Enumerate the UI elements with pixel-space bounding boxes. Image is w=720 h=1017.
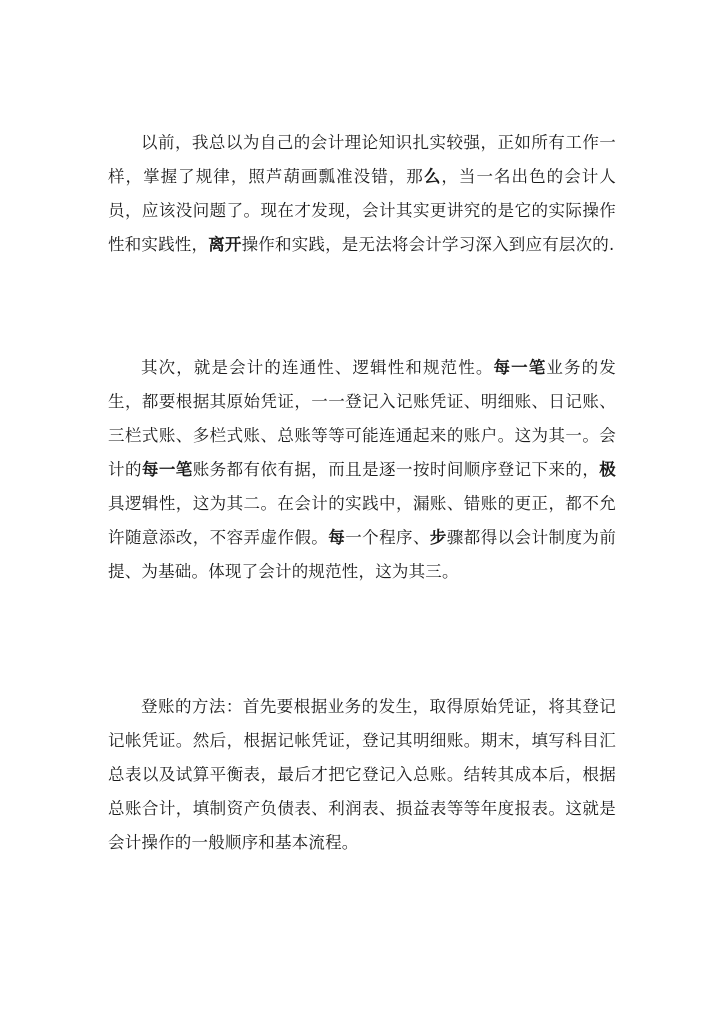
bold-text-segment: 么: [423, 167, 442, 186]
bold-text-segment: 极: [599, 460, 616, 479]
text-segment: 账务都有依有据，而且是逐一按时间顺序登记下来的，: [192, 460, 600, 479]
text-segment: 以前，我总以为自己的会计理论知识扎实较强，正如所有工作一样，掌握了规律，照芦葫画瓢准没错，那: [108, 133, 616, 186]
paragraph-1: [108, 126, 616, 262]
text-segment: 具逻辑性，这为其二。在会计的实践中，漏账、错账的更正，都不允许随意添改，不容弄虚作假。: [108, 494, 616, 547]
text-segment: 操作和实践，是无法将会计学习深入到应有层次的.: [241, 235, 615, 254]
paragraph-3: [108, 690, 616, 860]
bold-text-segment: 每: [328, 528, 346, 547]
bold-text-segment: 每一笔: [141, 460, 193, 479]
text-segment: 一个程序、: [345, 528, 430, 547]
bold-text-segment: 步: [429, 528, 447, 547]
paragraph-2: [108, 351, 616, 589]
text-segment: 业务的发生，都要根据其原始凭证，一一登记入记账凭证、明细账、日记账、三栏式账、多栏式账、总账等等可能连通起来的账户。这为其一。会计的: [108, 358, 617, 479]
text-segment: 骤都得以会计制度为前提、为基础。体现了会计的规范性，这为其三。: [108, 528, 617, 581]
text-segment: 其次，就是会计的连通性、逻辑性和规范性。: [141, 358, 494, 377]
bold-text-segment: 每一笔: [493, 358, 547, 377]
bold-text-segment: 离开: [208, 235, 242, 254]
text-segment: 登账的方法：首先要根据业务的发生，取得原始凭证，将其登记记帐凭证。然后，根据记帐凭证，登记其明细账。期末，填写科目汇总表以及试算平衡表，最后才把它登记入总账。结转其成本后，根据总账合计，填制资产负债表、利润表、损益表等等年度报表。这就是会计操作的一般顺序和基本流程。: [108, 697, 616, 852]
text-segment: ，当一名出色的会计人员，应该没问题了。现在才发现，会计其实更讲究的是它的实际操作性和实践性，: [108, 167, 616, 254]
